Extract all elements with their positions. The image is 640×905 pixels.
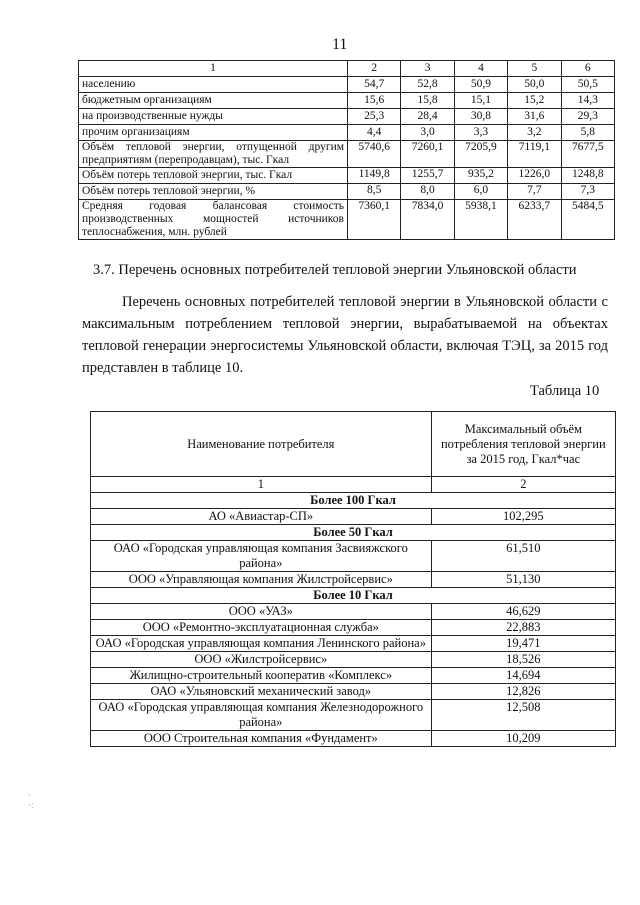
table-row	[79, 168, 615, 184]
row-value: 6233,7	[508, 200, 561, 240]
row-value: 6,0	[454, 184, 507, 200]
table-row	[91, 572, 616, 588]
row-value: 30,8	[454, 109, 507, 125]
consumers-table	[90, 411, 616, 747]
row-value: 3,3	[454, 125, 507, 141]
row-value: 50,0	[508, 77, 561, 93]
table-row	[79, 141, 615, 168]
column-number-row	[91, 477, 616, 493]
consumer-name: ООО «Ремонтно-эксплуатационная служба»	[91, 620, 432, 636]
table-row	[91, 509, 616, 525]
table-row	[79, 109, 615, 125]
column-number: 2	[431, 477, 615, 493]
consumption-value: 22,883	[431, 620, 615, 636]
row-value: 15,6	[348, 93, 401, 109]
consumption-value: 61,510	[431, 541, 615, 572]
row-value: 25,3	[348, 109, 401, 125]
row-value: 1226,0	[508, 168, 561, 184]
row-label: населению	[79, 77, 348, 93]
table-row	[79, 93, 615, 109]
consumption-value: 12,508	[431, 700, 615, 731]
row-value: 29,3	[561, 109, 614, 125]
consumption-value: 51,130	[431, 572, 615, 588]
table-row	[91, 700, 616, 731]
consumer-name: ОАО «Городская управляющая компания Ленинского района»	[91, 636, 432, 652]
consumption-value: 12,826	[431, 684, 615, 700]
row-label: прочим организациям	[79, 125, 348, 141]
group-title: Более 50 Гкал	[91, 525, 616, 541]
row-value: 5484,5	[561, 200, 614, 240]
row-value: 5740,6	[348, 141, 401, 168]
row-value: 1149,8	[348, 168, 401, 184]
row-label: Объём тепловой энергии, отпущенной другим предприятиям (перепродавцам), тыс. Гкал	[79, 141, 348, 168]
row-value: 15,2	[508, 93, 561, 109]
consumer-name: ООО «УАЗ»	[91, 604, 432, 620]
table-row	[79, 184, 615, 200]
row-value: 8,0	[401, 184, 454, 200]
row-label: Объём потерь тепловой энергии, %	[79, 184, 348, 200]
row-value: 8,5	[348, 184, 401, 200]
header-cell: 4	[454, 61, 507, 77]
consumer-name: ОАО «Городская управляющая компания Железнодорожного района»	[91, 700, 432, 731]
consumption-value: 10,209	[431, 731, 615, 747]
row-value: 5,8	[561, 125, 614, 141]
row-label: Объём потерь тепловой энергии, тыс. Гкал	[79, 168, 348, 184]
consumer-name: ООО Строительная компания «Фундамент»	[91, 731, 432, 747]
row-value: 7205,9	[454, 141, 507, 168]
table-row	[91, 636, 616, 652]
row-value: 7834,0	[401, 200, 454, 240]
energy-table	[78, 60, 615, 240]
consumer-name: ОАО «Ульяновский механический завод»	[91, 684, 432, 700]
page-number: 11	[332, 36, 348, 53]
table-row	[91, 541, 616, 572]
header-consumer-name: Наименование потребителя	[91, 412, 432, 477]
group-row	[91, 588, 616, 604]
row-value: 1255,7	[401, 168, 454, 184]
row-value: 50,9	[454, 77, 507, 93]
table-header-row	[91, 412, 616, 477]
row-value: 7,7	[508, 184, 561, 200]
scan-mark: · ·:	[28, 790, 34, 810]
header-cell: 2	[348, 61, 401, 77]
row-label: на производственные нужды	[79, 109, 348, 125]
row-value: 7260,1	[401, 141, 454, 168]
header-max-consumption: Максимальный объём потребления тепловой энергии за 2015 год, Гкал*час	[431, 412, 615, 477]
row-value: 54,7	[348, 77, 401, 93]
row-value: 3,2	[508, 125, 561, 141]
table-caption: Таблица 10	[530, 383, 600, 399]
group-row	[91, 525, 616, 541]
consumption-value: 102,295	[431, 509, 615, 525]
header-cell: 6	[561, 61, 614, 77]
consumption-value: 19,471	[431, 636, 615, 652]
header-cell: 3	[401, 61, 454, 77]
body-paragraph: Перечень основных потребителей тепловой энергии в Ульяновской области с максимальным потреблением тепловой энергии, вырабатываемой на объектах тепловой генерации энергосистемы Ульяновской области, включая ТЭЦ, за 2015 год представлен в таблице 10.	[82, 294, 608, 376]
header-cell: 5	[508, 61, 561, 77]
group-row	[91, 493, 616, 509]
row-value: 935,2	[454, 168, 507, 184]
row-label: бюджетным организациям	[79, 93, 348, 109]
row-value: 3,0	[401, 125, 454, 141]
consumer-name: ООО «Управляющая компания Жилстройсервис»	[91, 572, 432, 588]
row-value: 4,4	[348, 125, 401, 141]
table-row	[91, 731, 616, 747]
row-value: 50,5	[561, 77, 614, 93]
consumer-name: АО «Авиастар-СП»	[91, 509, 432, 525]
row-value: 31,6	[508, 109, 561, 125]
table-row	[79, 125, 615, 141]
row-value: 15,8	[401, 93, 454, 109]
table-row	[91, 604, 616, 620]
row-value: 5938,1	[454, 200, 507, 240]
consumption-value: 18,526	[431, 652, 615, 668]
header-cell: 1	[79, 61, 348, 77]
consumption-value: 14,694	[431, 668, 615, 684]
row-value: 14,3	[561, 93, 614, 109]
table-row	[91, 684, 616, 700]
table-header-row	[79, 61, 615, 77]
row-value: 7677,5	[561, 141, 614, 168]
consumer-name: ОАО «Городская управляющая компания Засвияжского района»	[91, 541, 432, 572]
row-label: Средняя годовая балансовая стоимость производственных мощностей источников теплоснабжения, млн. рублей	[79, 200, 348, 240]
consumer-name: ООО «Жилстройсервис»	[91, 652, 432, 668]
consumer-name: Жилищно-строительный кооператив «Комплекс»	[91, 668, 432, 684]
row-value: 28,4	[401, 109, 454, 125]
row-value: 1248,8	[561, 168, 614, 184]
table-row	[91, 620, 616, 636]
consumption-value: 46,629	[431, 604, 615, 620]
column-number: 1	[91, 477, 432, 493]
row-value: 15,1	[454, 93, 507, 109]
group-title: Более 10 Гкал	[91, 588, 616, 604]
row-value: 7,3	[561, 184, 614, 200]
table-row	[79, 77, 615, 93]
row-value: 7360,1	[348, 200, 401, 240]
table-row	[79, 200, 615, 240]
group-title: Более 100 Гкал	[91, 493, 616, 509]
row-value: 7119,1	[508, 141, 561, 168]
table-row	[91, 668, 616, 684]
section-title: 3.7. Перечень основных потребителей тепловой энергии Ульяновской области	[93, 262, 577, 278]
table-row	[91, 652, 616, 668]
row-value: 52,8	[401, 77, 454, 93]
